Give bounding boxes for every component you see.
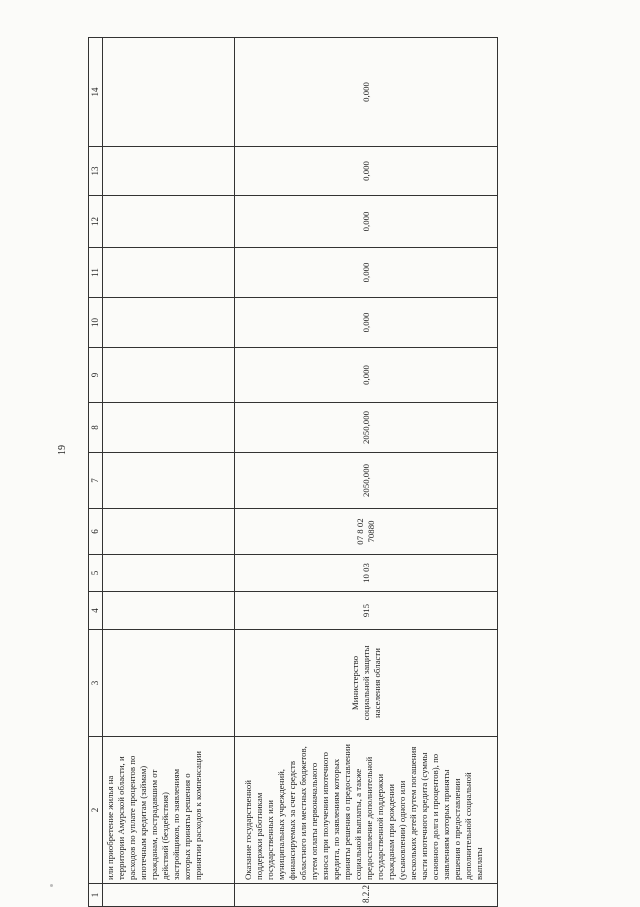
col-header-10: 10 [89,298,103,348]
continuation-row [103,38,235,907]
cont-cell-name: или приобретение жилья на территории Амурской области, и расходов по уплате процентов по ипотечным кредитам (займам) гражданам, пострадавшим от действий (бездействия) застройщиков, по заявлениям которых приняты решения о принятии расходов к компенсации [103,737,235,884]
budget-table [88,37,498,907]
budget-table-rotated [88,38,498,907]
scan-speck [50,884,53,887]
row-code: 8.2.2 [235,884,498,907]
cont-cell-1 [103,884,235,907]
cont-cell-12 [103,196,235,248]
col-header-12: 12 [89,196,103,248]
col-header-1: 1 [89,884,103,907]
col-header-9: 9 [89,348,103,403]
cont-cell-14 [103,38,235,147]
cont-cell-5 [103,555,235,592]
row-value-8: 2050,000 [235,403,498,453]
col-header-3: 3 [89,630,103,737]
row-value-7: 2050,000 [235,453,498,509]
cont-cell-8 [103,403,235,453]
col-header-2: 2 [89,737,103,884]
cont-cell-6 [103,509,235,555]
row-name: Оказание государственной поддержки работникам государственных или муниципальных учреждений, финансируемых за счет средств областного или местных бюджетов, путем оплаты первоначального взноса при получении ипотечного кредита, по заявлениям которых приняты решения о предоставлении социальной выплаты, а также предоставление дополнительной государственной поддержки гражданам при рождении (усыновлении) одного или нескольких детей путем погашения части ипотечного кредита (суммы основного долга и процентов), по заявлениям которых приняты решения о предоставлении дополнительной социальной выплаты [235,737,498,884]
row-value-10: 0,000 [235,298,498,348]
row-csr: 07 8 02 70880 [235,509,498,555]
cont-cell-7 [103,453,235,509]
table-row [235,38,498,907]
row-rzpr: 10 03 [235,555,498,592]
row-value-13: 0,000 [235,147,498,196]
cont-cell-3 [103,630,235,737]
cont-cell-11 [103,248,235,298]
col-header-5: 5 [89,555,103,592]
col-header-8: 8 [89,403,103,453]
col-header-4: 4 [89,592,103,630]
col-header-14: 14 [89,38,103,147]
row-value-14: 0,000 [235,38,498,147]
row-executor: Министерство социальной защиты населения области [235,630,498,737]
row-grbs: 915 [235,592,498,630]
col-header-11: 11 [89,248,103,298]
col-header-13: 13 [89,147,103,196]
row-value-12: 0,000 [235,196,498,248]
cont-cell-10 [103,298,235,348]
page-number: 19 [57,445,68,455]
header-row [89,38,103,907]
col-header-7: 7 [89,453,103,509]
cont-cell-13 [103,147,235,196]
col-header-6: 6 [89,509,103,555]
row-value-9: 0,000 [235,348,498,403]
row-value-11: 0,000 [235,248,498,298]
cont-cell-4 [103,592,235,630]
cont-cell-9 [103,348,235,403]
